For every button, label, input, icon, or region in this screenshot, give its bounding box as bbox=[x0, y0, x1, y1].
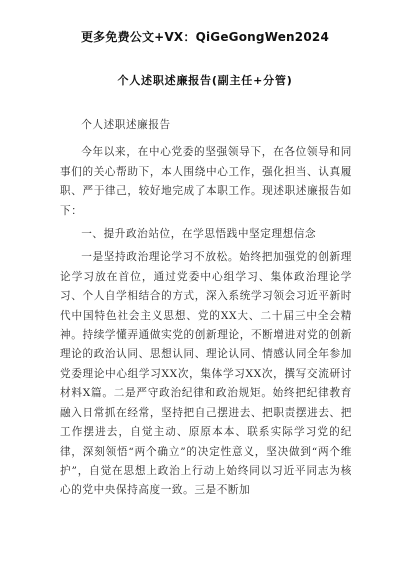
section-heading: 一、提升政治站位，在学思悟践中坚定理想信念 bbox=[81, 228, 317, 241]
intro-paragraph: 今年以来，在中心党委的坚强领导下，在各位领导和同事们的关心帮助下，本人围绕中心工作，强化担当、认真履职、严于律己，较好地完成了本职工作。现述职述廉报告如下： bbox=[60, 146, 352, 217]
body-paragraph: 一是坚持政治理论学习不放松。始终把加强党的创新理论学习放在首位，通过党委中心组学习、集体政治理论学习、个人自学相结合的方式，深入系统学习领会习近平新时代中国特色社会主义思想、党的XX大、二十届三中全会精神。持续学懂弄通做实党的创新理论，不断增进对党的创新理论的政治认同、思想认同、理论认同、情感认同全年参加党委理论中心组学习XX次，集体学习XX次，撰写交流研讨材料X篇。二是严守政治纪律和政治规矩。始终把纪律教育融入日常抓在经常，坚持把自己摆进去、把职责摆进去、把工作摆进去，自觉主动、原原本本、联系实际学习党的纪律，深刻领悟“两个确立”的决定性意义，坚决做到“两个维护”，自觉在思想上政治上行动上始终同以习近平同志为核心的党中央保持高度一致。三是不断加 bbox=[60, 251, 352, 497]
document-title: 个人述职述廉报告(副主任+分管) bbox=[117, 74, 293, 87]
document-subtitle: 个人述职述廉报告 bbox=[81, 119, 171, 131]
document-body bbox=[60, 116, 352, 505]
header-watermark: 更多免费公文+VX：QiGeGongWen2024 bbox=[80, 30, 329, 44]
